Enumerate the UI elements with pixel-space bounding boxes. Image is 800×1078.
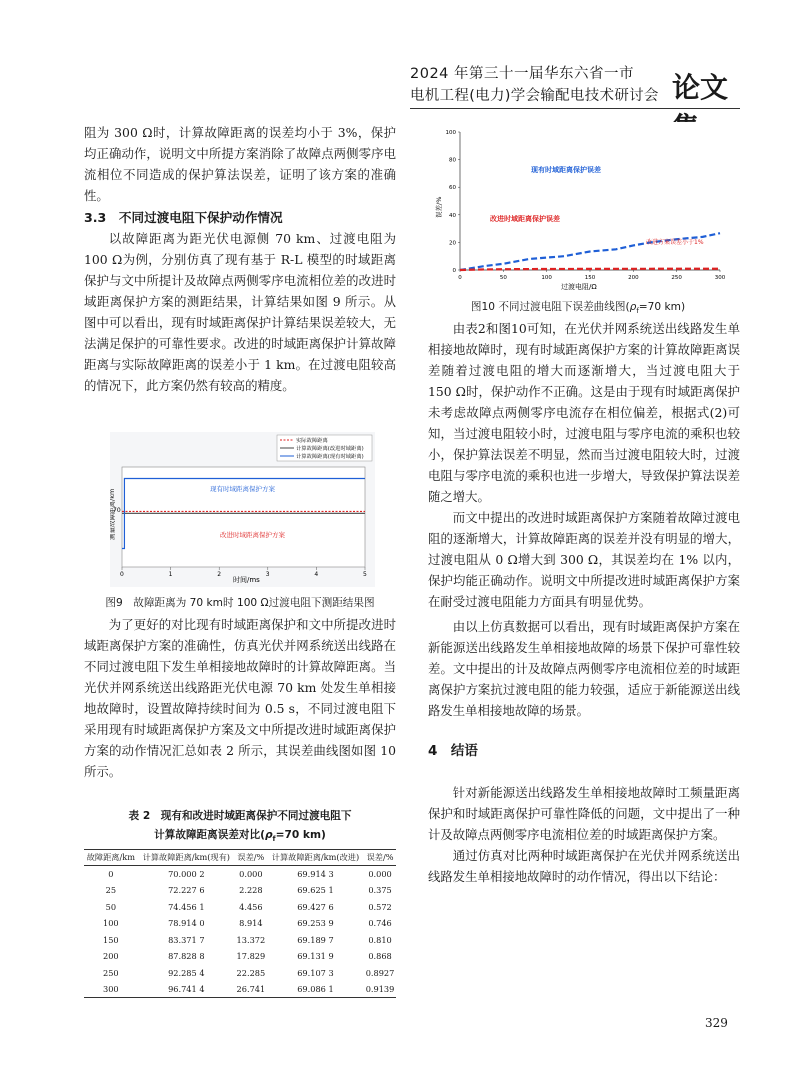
table-cell: 69.253 9 [297, 918, 334, 929]
fig10-ytick-label: 40 [449, 212, 456, 219]
page-number: 329 [705, 1016, 728, 1030]
table-row [84, 981, 396, 998]
fig10-series-line-1 [460, 269, 720, 270]
figure-10-caption: 图10 不同过渡电阻下误差曲线图($\rho_f=70$ km) [470, 301, 686, 316]
table-cell: 0 [108, 869, 114, 879]
left-column-top [84, 122, 396, 396]
table-cell: 0.868 [368, 951, 392, 962]
table-row [84, 915, 396, 932]
table-cell: 72.227 6 [168, 885, 205, 896]
right-paragraph-2: 而文中提出的改进时域距离保护方案随着故障过渡电阻的逐渐增大，计算故障距离的误差并没有明显的增大，过渡电阻从 0 Ω增大到 300 Ω，其误差均在 1% 以内，保护均能正确动作。说明文中所提改进时域距离保护方案在耐受过渡电阻能力方面具有明显优势。 [428, 510, 740, 609]
table-cell: 0.000 [239, 869, 263, 879]
table-cell: 74.456 1 [168, 901, 205, 912]
table-2-title-2: 计算故障距离误差对比($\rho_f=70$ km) [154, 829, 326, 844]
right-column [428, 318, 740, 887]
fig10-ytick-label: 0 [452, 268, 456, 274]
fig10-ytick-label: 20 [449, 240, 456, 247]
table-cell: 78.914 0 [168, 918, 205, 929]
fig10-xtick-label: 300 [714, 275, 726, 281]
table-row [84, 866, 396, 883]
fig10-annotation-improved: 改进时域距离保护误差 [490, 215, 560, 223]
fig9-xtick-label: 2 [217, 571, 222, 578]
left-paragraph-2: 以故障距离为距光伏电源侧 70 km、过渡电阻为 100 Ω为例，分别仿真了现有基于 R-L 模型的时域距离保护与文中所提计及故障点两侧零序电流相位差的改进时域距离保护方案的测距结果，计算结果如图 9 所示。从图中可以看出，现有时域距离保护计算结果误差较大，无法满足保护的可靠性要求。改进的时域距离保护计算故障距离与实际故障距离的误差小于 1 km。在过渡电阻较高的情况下，此方案仍然有较高的精度。 [84, 231, 396, 393]
left-column-bottom [84, 614, 396, 782]
journal-header [410, 62, 740, 110]
fig9-legend-2: 计算故障距离(改进时域距离) [296, 446, 364, 452]
table-cell: 17.829 [236, 951, 266, 962]
table-cell: 96.741 4 [168, 984, 205, 994]
fig10-xtick-label: 50 [499, 275, 507, 281]
table-row [84, 882, 396, 899]
table-cell: 150 [103, 934, 119, 945]
fig9-legend-3: 计算故障距离(现有时域距离) [296, 454, 364, 460]
fig10-annotation-limit: 改进方案误差小于1% [646, 239, 704, 246]
fig10-xtick-label: 250 [671, 275, 682, 281]
table-row [84, 965, 396, 982]
fig9-xtick-label: 3 [265, 571, 270, 578]
fig9-legend-1: 实际故障距离 [296, 438, 328, 444]
table-cell: 0.8927 [365, 967, 395, 978]
table-cell: 13.372 [236, 934, 266, 945]
fig10-ytick-label: 60 [449, 185, 456, 192]
table-cell: 25 [105, 885, 117, 896]
table-cell: 4.456 [239, 901, 263, 912]
fig10-xtick-label: 200 [628, 275, 639, 281]
fig10-xlabel: 过渡电阻/Ω [561, 283, 597, 291]
fig9-xlabel: 时间/ms [233, 576, 260, 584]
fig9-annotation-existing: 现有时域距离保护方案 [210, 485, 275, 493]
table-cell: 0.000 [368, 869, 392, 879]
fig10-xtick-label: 150 [584, 275, 596, 281]
fig9-plot-area [122, 467, 365, 567]
table-2-title-1: 表 2 现有和改进时域距离保护不同过渡电阻下 [128, 810, 352, 822]
table-row [84, 948, 396, 965]
header-title: 论文 [672, 71, 729, 104]
table-cell: 69.131 9 [297, 951, 334, 962]
fig9-annotation-improved: 改进时域距离保护方案 [220, 531, 285, 539]
table-cell: 8.914 [239, 918, 263, 929]
table-row [84, 899, 396, 916]
table-cell: 0.746 [368, 918, 392, 929]
table-cell: 50 [105, 901, 117, 912]
table-cell: 0.375 [368, 885, 392, 896]
header-rule [410, 108, 740, 109]
figure-9-caption: 图9 故障距离为 70 km时 100 Ω过渡电阻下测距结果图 [105, 597, 375, 609]
section-4-title: 4 结语 [428, 743, 478, 759]
figure-9 [110, 432, 375, 587]
table-header-1: 计算故障距离/km(现有) [142, 852, 230, 862]
table-cell: 26.741 [236, 984, 266, 994]
fig9-xtick-label: 4 [314, 571, 319, 578]
header-line-1: 2024 年第三十一届华东六省一市 [410, 66, 635, 82]
fig9-xtick-label: 5 [363, 571, 367, 578]
table-cell: 69.086 1 [297, 984, 334, 994]
table-cell: 69.914 3 [297, 869, 334, 879]
table-cell: 69.107 3 [297, 967, 334, 978]
table-cell: 2.228 [239, 885, 263, 896]
table-cell: 87.828 8 [168, 951, 205, 962]
right-paragraph-1: 由表2和图10可知，在光伏并网系统送出线路发生单相接地故障时，现有时域距离保护方案的计算故障距离误差随着过渡电阻的增大而逐渐增大，当过渡电阻大于 150 Ω时，保护动作不正确。这是由于现有时域距离保护未考虑故障点两侧零序电流存在相位偏差，根据式(2)可知，当过渡电阻较小时，过渡电阻与零序电流的乘积也较小，保护算法误差不明显，然而当过渡电阻较大时，过渡电阻与零序电流的乘积也进一步增大，导致保护算法误差随之增大。 [428, 321, 740, 504]
fig10-annotation-existing: 现有时域距离保护误差 [531, 166, 601, 174]
fig9-ytick-70: 70 [113, 507, 121, 514]
fig10-xtick-label: 0 [458, 275, 462, 281]
section-3-3-title: 3.3 不同过渡电阻下保护动作情况 [84, 210, 283, 225]
figure-10-chart [428, 122, 728, 294]
table-cell: 70.000 2 [168, 869, 205, 879]
fig10-xtick-label: 100 [541, 275, 552, 281]
figure-9-legend [277, 435, 372, 461]
table-cell: 250 [103, 967, 119, 978]
table-cell: 83.371 7 [168, 934, 205, 945]
table-header-0: 故障距离/km [86, 852, 135, 862]
table-2 [84, 849, 396, 998]
table-row [84, 932, 396, 949]
table-cell: 100 [103, 918, 119, 929]
figure-9-chart [110, 432, 375, 587]
fig9-ylabel: 测量故障距离/km [110, 488, 116, 540]
left-paragraph-3: 为了更好的对比现有时域距离保护和文中所提改进时域距离保护方案的准确性，仿真光伏并网系统送出线路在不同过渡电阻下发生单相接地故障时的计算故障距离。当光伏并网系统送出线路距光伏电源 70 km 处发生单相接地故障时，设置故障持续时间为 0.5 s，不同过渡电阻下采用现有时域距离保护方案及文中所提改进时域距离保护方案的动作情况汇总如表 2 所示，其误差曲线图如图 10 所示。 [84, 617, 396, 779]
fig10-ytick-label: 80 [449, 157, 456, 164]
fig10-ytick-label: 100 [445, 130, 456, 136]
left-paragraph-1: 阻为 300 Ω时，计算故障距离的误差均小于 3%，保护均正确动作，说明文中所提方案消除了故障点两侧零序电流相位不同造成的保护算法误差，证明了该方案的准确性。 [84, 125, 396, 203]
table-header-3: 计算故障距离/km(改进) [271, 852, 360, 862]
table-cell: 69.625 1 [297, 885, 334, 896]
table-cell: 69.189 7 [297, 934, 334, 945]
table-cell: 69.427 6 [297, 901, 334, 912]
table-header-2: 误差/% [237, 852, 265, 862]
table-cell: 0.810 [368, 934, 392, 945]
table-cell: 22.285 [236, 967, 266, 978]
header-line-2: 电机工程(电力)学会输配电技术研讨会 [410, 88, 659, 104]
right-paragraph-3: 由以上仿真数据可以看出，现有时域距离保护方案在新能源送出线路发生单相接地故障的场景下保护可靠性较差。文中提出的计及故障点两侧零序电流相位差的时域距离保护方案抗过渡电阻的能力较强，适应于新能源送出线路发生单相接地故障的场景。 [428, 619, 740, 718]
right-paragraph-5: 通过仿真对比两种时域距离保护在光伏并网系统送出线路发生单相接地故障时的动作情况，得出以下结论： [428, 848, 740, 884]
table-cell: 300 [103, 984, 119, 994]
table-cell: 200 [103, 951, 119, 962]
fig9-xtick-label: 1 [168, 571, 173, 578]
table-header-4: 误差/% [366, 852, 394, 862]
fig9-xtick-label: 0 [120, 571, 124, 578]
figure-10 [428, 122, 728, 294]
table-cell: 92.285 4 [168, 967, 205, 978]
table-cell: 0.9139 [365, 984, 395, 994]
right-paragraph-4: 针对新能源送出线路发生单相接地故障时工频量距离保护和时域距离保护可靠性降低的问题，文中提出了一种计及故障点两侧零序电流相位差的时域距离保护方案。 [428, 785, 740, 842]
table-cell: 0.572 [368, 901, 392, 912]
fig10-ylabel: 误差/% [435, 196, 443, 218]
